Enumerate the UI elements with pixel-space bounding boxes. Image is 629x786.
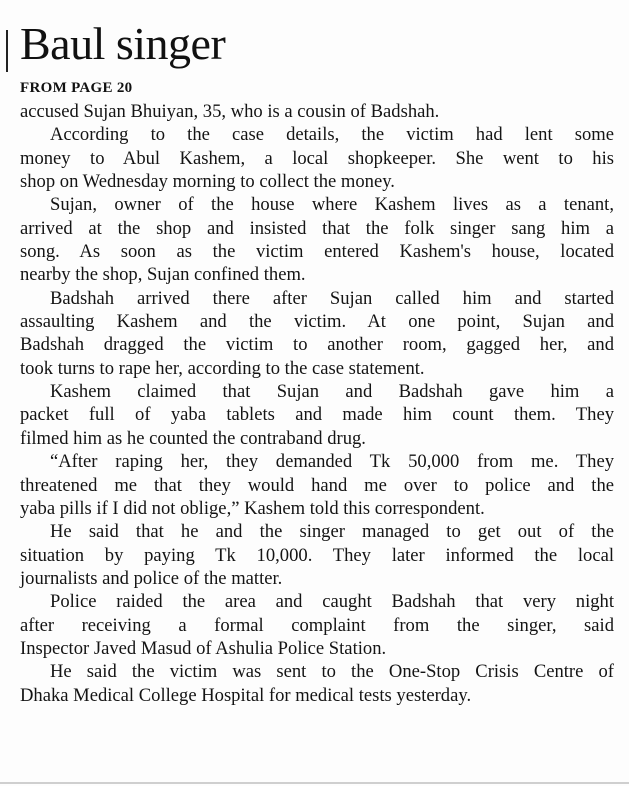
jump-line: FROM PAGE 20 bbox=[20, 80, 133, 96]
paragraph-6-line: yaba pills if I did not oblige,” Kashem told this correspondent. bbox=[20, 497, 485, 519]
paragraph-4-line: took turns to rape her, according to the case statement. bbox=[20, 357, 425, 379]
paragraph-8-line: Inspector Javed Masud of Ashulia Police Station. bbox=[20, 637, 387, 659]
paragraph-3-line: song. As soon as the victim entered Kashem's house, located bbox=[20, 241, 614, 263]
headline-rule bbox=[6, 30, 8, 72]
article-headline: Baul singer bbox=[20, 18, 226, 69]
article-body bbox=[20, 100, 614, 707]
paragraph-4-line: Badshah arrived there after Sujan called him and started bbox=[50, 287, 614, 309]
paragraph-7-line: situation by paying Tk 10,000. They later informed the local bbox=[20, 544, 614, 566]
paragraph-7-line: He said that he and the singer managed to get out of the bbox=[50, 521, 614, 543]
paragraph-2-line: money to Abul Kashem, a local shopkeeper. She went to his bbox=[20, 147, 614, 169]
paragraph-2-line: According to the case details, the victim had lent some bbox=[50, 124, 614, 146]
paragraph-8-line: Police raided the area and caught Badshah that very night bbox=[50, 591, 614, 613]
paragraph-4-line: assaulting Kashem and the victim. At one point, Sujan and bbox=[20, 311, 614, 333]
clipping-bottom-edge bbox=[0, 782, 629, 784]
paragraph-5-line: filmed him as he counted the contraband drug. bbox=[20, 427, 366, 449]
paragraph-2-line: shop on Wednesday morning to collect the money. bbox=[20, 171, 395, 193]
paragraph-9-line: He said the victim was sent to the One-Stop Crisis Centre of bbox=[50, 661, 614, 683]
paragraph-3-line: Sujan, owner of the house where Kashem lives as a tenant, bbox=[50, 194, 614, 216]
paragraph-6-line: “After raping her, they demanded Tk 50,000 from me. They bbox=[50, 451, 614, 473]
paragraph-6-line: threatened me that they would hand me over to police and the bbox=[20, 474, 614, 496]
paragraph-5-line: packet full of yaba tablets and made him count them. They bbox=[20, 404, 614, 426]
paragraph-4-line: Badshah dragged the victim to another room, gagged her, and bbox=[20, 334, 614, 356]
paragraph-9-line: Dhaka Medical College Hospital for medical tests yesterday. bbox=[20, 684, 472, 706]
paragraph-3-line: nearby the shop, Sujan confined them. bbox=[20, 264, 306, 286]
paragraph-1-line: accused Sujan Bhuiyan, 35, who is a cousin of Badshah. bbox=[20, 101, 440, 122]
paragraph-7-line: journalists and police of the matter. bbox=[20, 567, 283, 589]
paragraph-8-line: after receiving a formal complaint from the singer, said bbox=[20, 614, 614, 636]
paragraph-3-line: arrived at the shop and insisted that the folk singer sang him a bbox=[20, 217, 614, 239]
paragraph-5-line: Kashem claimed that Sujan and Badshah gave him a bbox=[50, 381, 614, 403]
